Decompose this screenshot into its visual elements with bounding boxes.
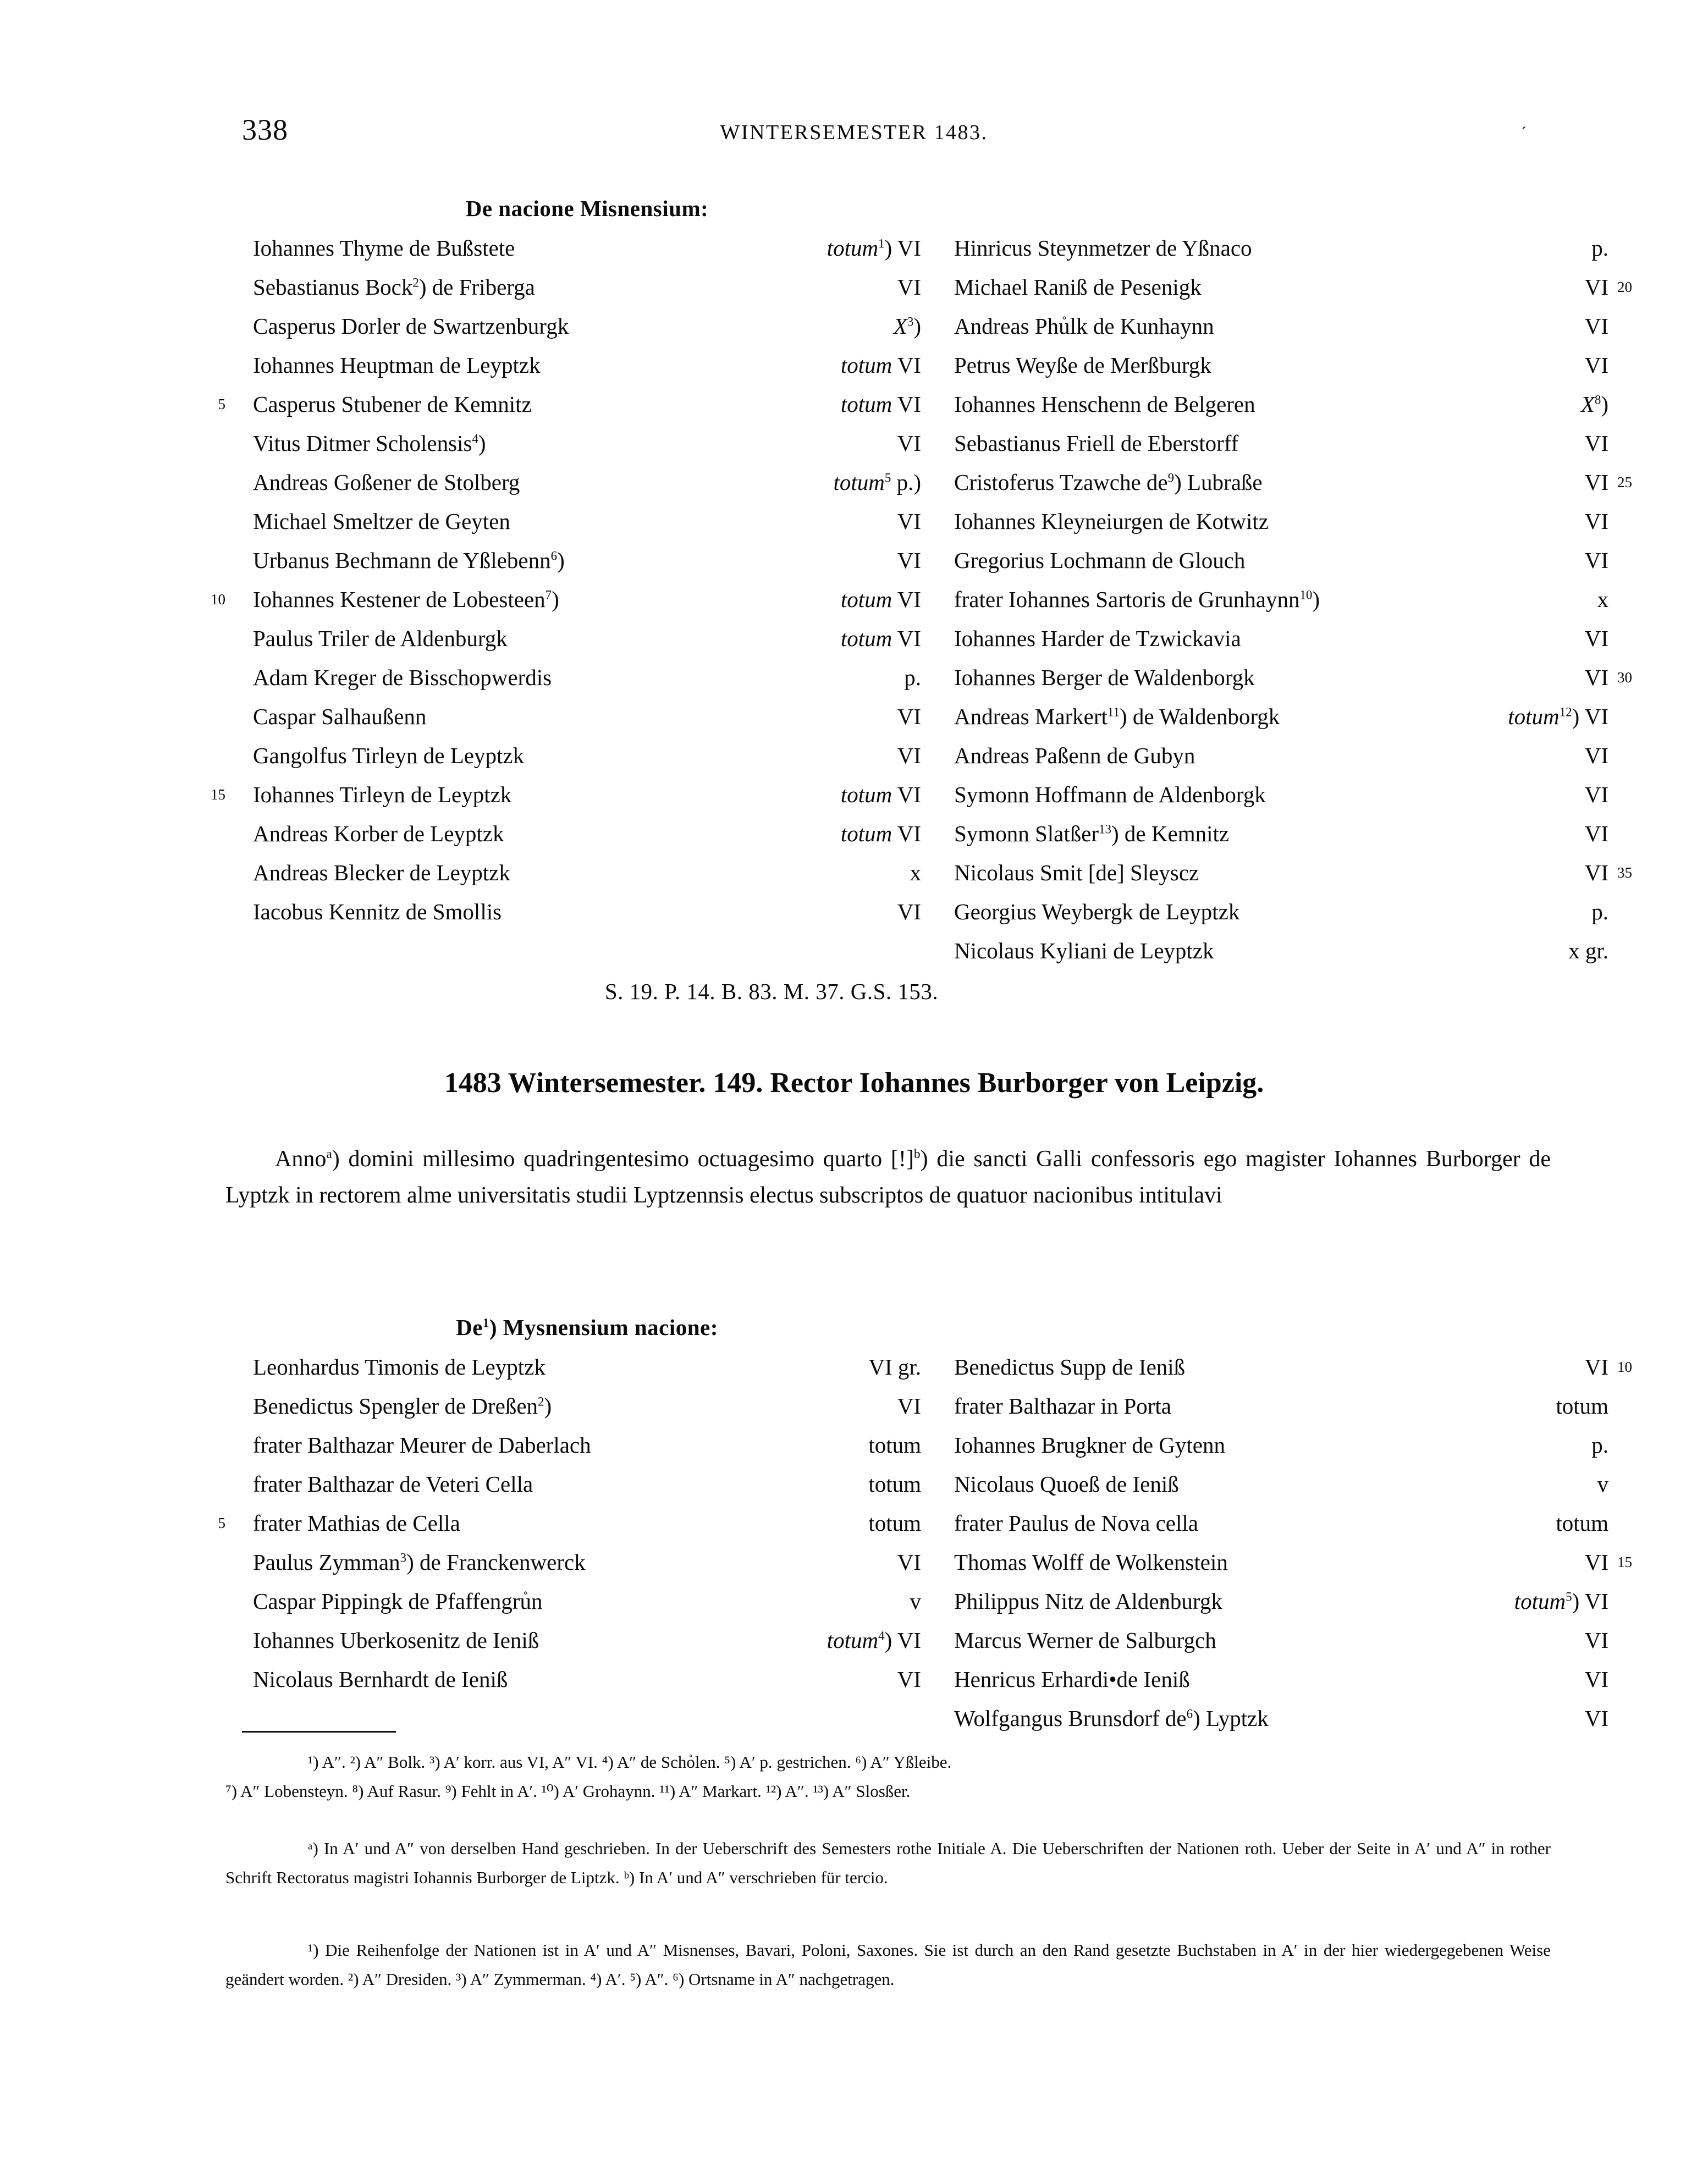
nation-heading-spacer: [932, 195, 1608, 222]
entry-fee: totum: [868, 1510, 921, 1536]
matricula-entry: [231, 892, 921, 931]
entry-name: frater Balthazar in Porta: [954, 1393, 1172, 1419]
fee-footnote-ref: 12: [1559, 705, 1572, 719]
matricula-entry: [231, 658, 921, 697]
entry-name: Iohannes Harder de Tzwickavia: [954, 626, 1241, 651]
fee-footnote-ref: 5: [884, 471, 891, 485]
entry-fee: VI: [1584, 1628, 1608, 1653]
entry-name: Nicolaus Smit [de] Sleyscz: [954, 860, 1199, 885]
footnote-lettered-block: [225, 1834, 1551, 1892]
footnote-lettered-text: ᵃ) In A′ und A″ von derselben Hand geschrieben. In der Ueberschrift des Semesters rothe Initiale A. Die Ueberschriften der Nationen roth. Ueber der Seite in A′ und A″ in rother Schrift Rectoratus magistri Iohannis Burborger de Liptzk. ᵇ) In A′ und A″ verschrieben für tercio.: [225, 1839, 1551, 1887]
footnote-final-block: [225, 1935, 1551, 1994]
fee-italic: X: [893, 313, 907, 339]
entry-name: Henricus Erhardi•de Ieniß: [954, 1667, 1190, 1692]
entry-name: Andreas Paßenn de Gubyn: [954, 743, 1195, 768]
entry-fee: totum: [868, 1432, 921, 1458]
prose-part-c: ) die sancti Galli confessoris ego magister Iohannes Burborger de Lyptzk in rectorem alme universitatis studii Lyptzennsis electus subscriptos de quatuor nacionibus intitulavi: [225, 1146, 1551, 1208]
matricula-entry: [932, 1660, 1608, 1699]
entry-fee: totum VI: [840, 626, 921, 651]
matricula-entry: [932, 1504, 1608, 1543]
fee-italic: totum: [840, 352, 892, 378]
matricula-entry: [211, 580, 921, 619]
matricula-entry: [932, 1426, 1608, 1465]
entry-name: Andreas Phu ˚lk de Kunhaynn: [932, 307, 1214, 346]
entry-fee: VI: [1584, 509, 1608, 534]
section-heading: 1483 Wintersemester. 149. Rector Iohannes Burborger von Leipzig.: [444, 1067, 1264, 1099]
matricula-entry: [231, 1465, 921, 1504]
page-number: 338: [242, 113, 288, 146]
footnote-ref: 6: [550, 549, 558, 563]
entry-name: Petrus Weyße de Merßburgk: [954, 352, 1211, 378]
matricula-entry: [231, 1348, 921, 1387]
entry-name: frater Paulus de Nova cella: [954, 1510, 1198, 1536]
matricula-entry: [932, 1582, 1608, 1621]
entry-fee: p.: [1591, 1432, 1608, 1458]
footnote-ref-a: a: [326, 1147, 332, 1161]
matricula-entry: [932, 892, 1608, 931]
entry-fee: totum$^{12}$) VI: [1508, 704, 1608, 729]
footnote-ref: 11: [1107, 705, 1120, 719]
fee-italic: totum: [840, 587, 892, 612]
entry-name: Iohannes Kestener de Lobesteen$^7$): [253, 587, 559, 612]
footnote-ref-b: b: [913, 1147, 921, 1161]
fee-italic: totum: [833, 470, 885, 495]
entry-name: Iohannes Thyme de Bußstete: [253, 235, 515, 261]
entry-fee: VI gr.: [868, 1354, 921, 1380]
entry-fee: totum VI: [840, 782, 921, 807]
matricula-column-left: [218, 1314, 921, 1738]
matricula-entry: [932, 619, 1608, 658]
entry-name: Iacobus Kennitz de Smollis: [253, 899, 502, 924]
matricula-entry: [932, 1543, 1632, 1582]
entry-fee: VI: [897, 704, 921, 729]
entry-fee: VI: [1584, 274, 1608, 300]
entry-list: [932, 1348, 1632, 1738]
entry-name: Paulus Zymman$^3$) de Franckenwerck: [253, 1549, 586, 1575]
entry-fee: VI: [1584, 1706, 1608, 1731]
entry-name: Nicolaus Kyliani de Leyptzk: [954, 938, 1214, 963]
matricula-entry: [932, 463, 1632, 502]
entry-name: Andreas Korber de Leyptzk: [253, 821, 504, 846]
nation-heading-rest: ) Mysnensium nacione:: [489, 1315, 718, 1340]
matricula-entry: [231, 307, 921, 346]
entry-name: Nicolaus Quoeß de Ieniß: [954, 1471, 1179, 1497]
entry-line-number: 15: [1617, 1554, 1632, 1570]
matricula-entry: [932, 346, 1608, 385]
matricula-entry: [218, 1504, 921, 1543]
entry-fee: VI: [1584, 548, 1608, 573]
fee-footnote-ref: 8: [1594, 393, 1601, 407]
matricula-entry: [231, 619, 921, 658]
entry-list: [211, 229, 921, 931]
entry-name: Urbanus Bechmann de Yßlebenn$^6$): [253, 548, 565, 573]
nation-totals: S. 19. P. 14. B. 83. M. 37. G.S. 153.: [604, 979, 939, 1004]
fee-italic: totum: [840, 391, 892, 417]
matricula-entry: [932, 385, 1608, 424]
entry-fee: totum: [1556, 1510, 1608, 1536]
entry-name: Caspar Salhaußenn: [253, 704, 427, 729]
entry-name: Caspar Pippingk de Pfaffengru ˚n: [231, 1582, 542, 1621]
entry-name: Michael Raniß de Pesenigk: [954, 274, 1202, 300]
footnote-numeric-line-2: ⁷) A″ Lobensteyn. ⁸) Auf Rasur. ⁹) Fehlt in A′. ¹⁰) A′ Grohaynn. ¹¹) A″ Markart. ¹²) A″. ¹³) A″ Slosßer.: [225, 1782, 911, 1801]
entry-name: Iohannes Tirleyn de Leyptzk: [253, 782, 512, 807]
fee-italic: totum: [1514, 1589, 1566, 1614]
rector-preamble: [225, 1141, 1551, 1214]
entry-fee: VI: [1584, 860, 1608, 885]
prose-part-b: ) domini millesimo quadringentesimo octuagesimo quarto [!]: [332, 1146, 914, 1172]
entry-line-number: 35: [1617, 864, 1632, 881]
matricula-entry: [231, 346, 921, 385]
fee-italic: totum: [840, 626, 892, 651]
footnote-numeric-block-2: [225, 1777, 1551, 1806]
entry-name: Vitus Ditmer Scholensis$^4$): [253, 431, 486, 456]
entry-fee: totum$^4$) VI: [827, 1628, 921, 1653]
matricula-entry: [231, 229, 921, 268]
entry-name: Sebastianus Bock$^2$) de Friberga: [253, 274, 535, 300]
entry-name: Gangolfus Tirleyn de Leyptzk: [253, 743, 525, 768]
entry-name: Benedictus Spengler de Dreßen$^2$): [253, 1393, 552, 1419]
entry-fee: totum: [868, 1471, 921, 1497]
matricula-entry: [231, 1543, 921, 1582]
entry-fee: totum VI: [840, 587, 921, 612]
matricula-entry: [932, 931, 1608, 970]
entry-fee: v: [910, 1589, 921, 1614]
fee-italic: totum: [827, 1628, 879, 1653]
entry-name: Nicolaus Bernhardt de Ieniß: [253, 1667, 508, 1692]
matricula-entry: [231, 853, 921, 892]
entry-name: Andreas Goßener de Stolberg: [253, 470, 520, 495]
entry-name: Philippus Nitz de Alden eburgk: [932, 1582, 1222, 1621]
entry-line-number: 5: [218, 1515, 225, 1531]
matricula-entry: [218, 385, 921, 424]
matricula-entry: [932, 814, 1608, 853]
matricula-columns: [0, 1314, 1708, 1738]
matricula-entry: [932, 775, 1608, 814]
entry-fee: VI: [1584, 313, 1608, 339]
footnote-numeric-block-1: [225, 1747, 1551, 1777]
fee-footnote-ref: 4: [878, 1629, 885, 1643]
entry-line-number: 10: [1617, 1359, 1632, 1375]
entry-name: Casperus Stubener de Kemnitz: [253, 391, 532, 417]
entry-list: [932, 229, 1632, 970]
matricula-entry: [932, 736, 1608, 775]
footnote-rule: [242, 1731, 396, 1733]
entry-fee: VI: [1584, 626, 1608, 651]
entry-line-number: 15: [211, 786, 225, 803]
matricula-entry: [231, 1426, 921, 1465]
entry-name: Michael Smeltzer de Geyten: [253, 509, 510, 534]
entry-name: frater Balthazar Meurer de Daberlach: [253, 1432, 591, 1458]
entry-fee: totum$^5$ p.): [833, 470, 921, 495]
entry-fee: VI: [897, 1393, 921, 1419]
entry-fee: x: [1597, 587, 1608, 612]
matricula-entry: [231, 736, 921, 775]
matricula-entry: [932, 541, 1608, 580]
entry-line-number: 5: [218, 396, 225, 412]
entry-fee: VI: [897, 1667, 921, 1692]
ring-diacritic: u ˚: [1059, 313, 1070, 339]
fee-italic: totum: [840, 821, 892, 846]
footnote-ref: 9: [1167, 471, 1175, 485]
entry-fee: p.: [1591, 899, 1608, 924]
entry-fee: VI: [897, 899, 921, 924]
matricula-entry: [932, 1465, 1608, 1504]
entry-name: Symonn Hoffmann de Aldenborgk: [954, 782, 1266, 807]
entry-fee: VI: [1584, 1667, 1608, 1692]
entry-name: Andreas Blecker de Leyptzk: [253, 860, 510, 885]
entry-name: Iohannes Henschenn de Belgeren: [954, 391, 1255, 417]
ring-diacritic: o ˚: [686, 1752, 695, 1772]
matricula-entry: [231, 1582, 921, 1621]
fee-footnote-ref: 5: [1566, 1590, 1572, 1604]
corner-mark: ´: [1521, 124, 1527, 142]
matricula-entry: [932, 307, 1608, 346]
entry-fee: totum$^5$) VI: [1514, 1589, 1608, 1614]
matricula-entry: [932, 424, 1608, 463]
entry-line-number: 30: [1617, 669, 1632, 686]
matricula-entry: [231, 268, 921, 307]
entry-fee: VI: [897, 431, 921, 456]
entry-name: Iohannes Kleyneiurgen de Kotwitz: [954, 509, 1269, 534]
matricula-entry: [932, 268, 1632, 307]
entry-fee: VI: [1584, 431, 1608, 456]
entry-fee: VI: [897, 274, 921, 300]
entry-name: Georgius Weybergk de Leyptzk: [954, 899, 1240, 924]
entry-fee: x gr.: [1568, 938, 1608, 963]
entry-fee: VI: [1584, 665, 1608, 690]
nation-heading-spacer: [932, 1314, 1608, 1341]
entry-fee: totum: [1556, 1393, 1608, 1419]
matricula-entry: [231, 814, 921, 853]
nation-heading: [231, 1314, 921, 1341]
matricula-entry: [932, 580, 1608, 619]
footnote-ref: 6: [1186, 1707, 1193, 1721]
fee-italic: X: [1580, 391, 1595, 417]
matricula-entry: [231, 463, 921, 502]
footnote-ref: 13: [1099, 822, 1112, 836]
footnote-ref: 10: [1299, 588, 1313, 602]
entry-name: Cristoferus Tzawche $de^9$) Lubraße: [954, 470, 1263, 495]
entry-line-number: 20: [1617, 279, 1632, 295]
entry-name: frater Mathias de Cella: [253, 1510, 460, 1536]
matricula-entry: [231, 424, 921, 463]
entry-fee: p.: [1591, 235, 1608, 261]
entry-name: Iohannes Uberkosenitz de Ieniß: [253, 1628, 539, 1653]
matricula-columns: [0, 195, 1708, 970]
footnote-ref-1: 1: [482, 1316, 489, 1330]
footnote-numeric-line-1: ¹) A″. ²) A″ Bolk. ³) A′ korr. aus VI, A″ VI. ⁴) A″ de Scho ˚len. ⁵) A′ p. gestrichen. ⁶) A″ Yßleibe.: [308, 1752, 951, 1772]
entry-fee: VI: [897, 548, 921, 573]
fee-footnote-ref: 1: [878, 236, 885, 251]
entry-fee: x: [910, 860, 921, 885]
fee-italic: totum: [840, 782, 892, 807]
footnote-ref: 2: [538, 1394, 544, 1409]
footnote-final-text: ¹) Die Reihenfolge der Nationen ist in A′ und A″ Misnenses, Bavari, Poloni, Saxones. Sie ist durch an den Rand gesetzte Buchstaben in A′ in der hier wiedergegebenen Weise geändert worden. ²) A″ Dresiden. ³) A″ Zymmerman. ⁴) A′. ⁵) A″. ⁶) Ortsname in A″ nachgetragen.: [225, 1940, 1551, 1989]
entry-fee: p.: [904, 665, 921, 690]
footnote-ref: 7: [545, 588, 552, 602]
entry-fee: $X^8$): [1580, 391, 1608, 417]
entry-name: Symonn Slatßer$^{13}$) de Kemnitz: [954, 821, 1230, 846]
entry-name: Marcus Werner de Salburgch: [954, 1628, 1216, 1653]
entry-name: Adam Kreger de Bisschopwerdis: [253, 665, 552, 690]
entry-name: Gregorius Lochmann de Glouch: [954, 548, 1246, 573]
entry-line-number: 10: [211, 591, 225, 608]
nation-heading-de: De: [456, 1315, 483, 1340]
running-title: WINTERSEMESTER 1483.: [720, 121, 988, 144]
entry-fee: VI: [1584, 743, 1608, 768]
entry-line-number: 25: [1617, 474, 1632, 490]
running-head: [0, 113, 1708, 146]
fee-italic: totum: [1508, 704, 1560, 729]
entry-fee: VI: [1584, 782, 1608, 807]
matricula-entry: [211, 775, 921, 814]
entry-name: Wolfgangus Brunsdorf $de^6$) Lyptzk: [954, 1706, 1269, 1731]
footnote-ref: 3: [400, 1551, 407, 1565]
matricula-column-left: [211, 195, 921, 970]
entry-fee: v: [1597, 1471, 1608, 1497]
entry-fee: totum VI: [840, 391, 921, 417]
nation-heading: De nacione Misnensium:: [465, 196, 709, 221]
entry-name: Hinricus Steynmetzer de Yßnaco: [954, 235, 1252, 261]
matricula-entry: [932, 502, 1608, 541]
entry-fee: VI: [897, 1549, 921, 1575]
matricula-entry: [932, 658, 1632, 697]
matricula-entry: [231, 541, 921, 580]
entry-name: Iohannes Brugkner de Gytenn: [954, 1432, 1226, 1458]
matricula-entry: [932, 1699, 1608, 1738]
fee-italic: totum: [827, 235, 879, 261]
prose-part-a: Anno: [275, 1146, 327, 1172]
matricula-entry: [231, 697, 921, 736]
supe-diacritic: n e: [1159, 1589, 1170, 1614]
entry-fee: VI: [1584, 1354, 1608, 1380]
entry-name: Casperus Dorler de Swartzenburgk: [253, 313, 569, 339]
footnote-ref: 4: [472, 432, 478, 446]
matricula-section-1: [0, 195, 1708, 1005]
fee-footnote-ref: 3: [907, 315, 914, 329]
entry-fee: VI: [897, 743, 921, 768]
entry-fee: totum VI: [840, 352, 921, 378]
matricula-column-right: [932, 195, 1632, 970]
entry-fee: totum$^1$) VI: [827, 235, 921, 261]
entry-name: frater Iohannes Sartoris de Grunhaynn$^{10}$): [954, 587, 1320, 612]
entry-list: [218, 1348, 921, 1699]
entry-name: frater Balthazar de Veteri Cella: [253, 1471, 533, 1497]
matricula-entry: [231, 1621, 921, 1660]
entry-name: Iohannes Heuptman de Leyptzk: [253, 352, 541, 378]
matricula-entry: [932, 697, 1608, 736]
entry-name: Sebastianus Friell de Eberstorff: [954, 431, 1239, 456]
matricula-entry: [932, 1348, 1632, 1387]
ring-diacritic: u ˚: [520, 1589, 531, 1614]
entry-fee: VI: [1584, 470, 1608, 495]
entry-fee: VI: [1584, 1549, 1608, 1575]
matricula-section-2: [0, 1314, 1708, 1738]
entry-name: Leonhardus Timonis de Leyptzk: [253, 1354, 546, 1380]
entry-fee: VI: [1584, 352, 1608, 378]
entry-name: Paulus Triler de Aldenburgk: [253, 626, 508, 651]
footnote-ref: 2: [412, 275, 419, 290]
matricula-entry: [231, 1660, 921, 1699]
entry-fee: $X^3$): [893, 313, 921, 339]
entry-name: Benedictus Supp de Ieniß: [954, 1354, 1186, 1380]
entry-fee: VI: [897, 509, 921, 534]
entry-fee: VI: [1584, 821, 1608, 846]
entry-name: Iohannes Berger de Waldenborgk: [954, 665, 1255, 690]
matricula-entry: [231, 1387, 921, 1426]
entry-name: Thomas Wolff de Wolkenstein: [954, 1549, 1228, 1575]
matricula-entry: [932, 1621, 1608, 1660]
matricula-entry: [231, 502, 921, 541]
matricula-entry: [932, 229, 1608, 268]
matricula-column-right: [932, 1314, 1632, 1738]
entry-fee: totum VI: [840, 821, 921, 846]
entry-name: Andreas Markert$^{11}$) de Waldenborgk: [954, 704, 1280, 729]
matricula-entry: [932, 853, 1632, 892]
matricula-entry: [932, 1387, 1608, 1426]
